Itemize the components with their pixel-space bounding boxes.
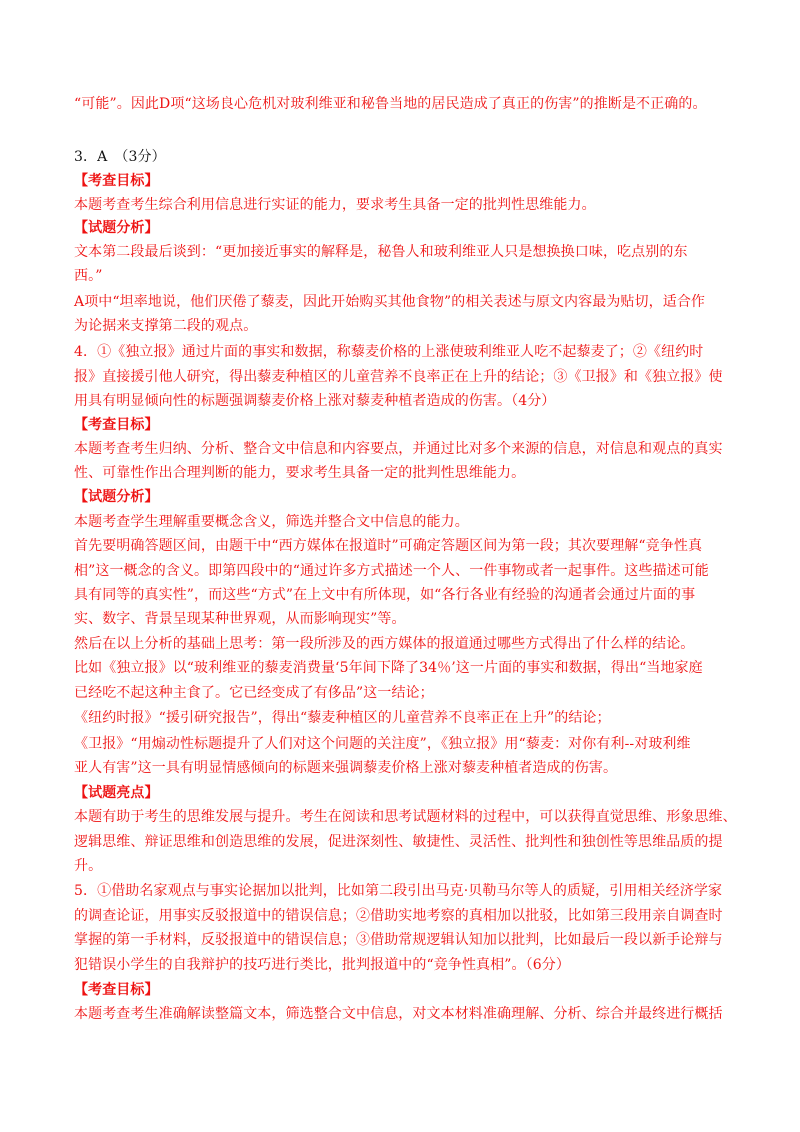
- paragraph-line: 本题考查考生综合利用信息进行实证的能力，要求考生具备一定的批判性思维能力。: [74, 197, 596, 213]
- paragraph-line: 逻辑思维、辩证思维和创造思维的发展，促进深刻性、敏捷性、灵活性、批判性和独创性等思维品质的提: [74, 834, 723, 850]
- paragraph-line: 已经吃不起这种主食了。它已经变成了有侈品”这一结论；: [74, 685, 434, 701]
- paragraph-line: 用具有明显倾向性的标题强调藜麦价格上涨对藜麦种植者造成的伤害。（4分）: [74, 393, 556, 409]
- section-heading-exam-objective: 【考查目标】: [74, 982, 159, 998]
- paragraph-line: 的调查论证，用事实反驳报道中的错误信息；②借助实地考察的真相加以批驳，比如第三段用亲自调查时: [74, 908, 723, 924]
- paragraph-line: 为论据来支撑第二段的观点。: [74, 318, 258, 334]
- paragraph-line: 升。: [74, 858, 103, 874]
- section-heading-analysis: 【试题分析】: [74, 220, 159, 236]
- section-heading-exam-objective: 【考查目标】: [74, 173, 159, 189]
- paragraph-line: 《卫报》“用煽动性标题提升了人们对这个问题的关注度”，《独立报》用“藜麦：对你有利--对玻利维: [74, 736, 691, 752]
- paragraph-line: A项中“坦率地说，他们厌倦了藜麦，因此开始购买其他食物”的相关表述与原文内容最为贴切，适合作: [74, 294, 706, 310]
- paragraph-line: 犯错误小学生的自我辩护的技巧进行类比，批判报道中的“竞争性真相”。（6分）: [74, 957, 570, 973]
- paragraph-line: 本题考查学生理解重要概念含义，筛选并整合文中信息的能力。: [74, 514, 469, 530]
- section-heading-analysis: 【试题分析】: [74, 489, 159, 505]
- paragraph-line: 西。”: [74, 268, 103, 284]
- paragraph-line: 本题有助于考生的思维发展与提升。考生在阅读和思考试题材料的过程中，可以获得直觉思维、形象思维、: [74, 809, 737, 825]
- paragraph-line: 报》直接援引他人研究，得出藜麦种植区的儿童营养不良率正在上升的结论；③《卫报》和《独立报》使: [74, 369, 723, 385]
- paragraph-line: 首先要明确答题区间，由题干中“西方媒体在报道时”可确定答题区间为第一段；其次要理解“竞争性真: [74, 538, 703, 554]
- section-heading-exam-objective: 【考查目标】: [74, 417, 159, 433]
- paragraph-line: 本题考查考生准确解读整篇文本，筛选整合文中信息，对文本材料准确理解、分析、综合并最终进行概括: [74, 1006, 723, 1022]
- paragraph-line: 实、数字、背景呈现某种世界观，从而影响现实”等。: [74, 611, 406, 627]
- paragraph-line: 亚人有害”这一具有明显情感倾向的标题来强调藜麦价格上涨对藜麦种植者造成的伤害。: [74, 760, 618, 776]
- paragraph-line: 《纽约时报》“援引研究报告”，得出“藜麦种植区的儿童营养不良率正在上升”的结论；: [74, 710, 611, 726]
- answer-number-3: 3．A （3分）: [74, 149, 166, 165]
- paragraph-line: “可能”。因此D项“这场良心危机对玻利维亚和秘鲁当地的居民造成了真正的伤害”的推断是不正确的。: [74, 96, 707, 112]
- answer-number-4: 4．①《独立报》通过片面的事实和数据，称藜麦价格的上涨使玻利维亚人吃不起藜麦了；②《纽约时: [74, 344, 704, 360]
- paragraph-line: 比如《独立报》以“玻利维亚的藜麦消费量‘5年间下降了34％’这一片面的事实和数据，得出“当地家庭: [74, 660, 703, 676]
- paragraph-line: 掌握的第一手材料，反驳报道中的错误信息；③借助常规逻辑认知加以批判，比如最后一段以新手论辩与: [74, 932, 723, 948]
- section-heading-highlight: 【试题亮点】: [74, 785, 159, 801]
- paragraph-line: 性、可靠性作出合理判断的能力，要求考生具备一定的批判性思维能力。: [74, 465, 526, 481]
- paragraph-line: 文本第二段最后谈到：“更加接近事实的解释是，秘鲁人和玻利维亚人只是想换换口味，吃点别的东: [74, 244, 688, 260]
- paragraph-line: 相”这一概念的含义。即第四段中的“通过许多方式描述一个人、一件事物或者一起事件。这些描述可能: [74, 563, 709, 579]
- paragraph-line: 然后在以上分析的基础上思考：第一段所涉及的西方媒体的报道通过哪些方式得出了什么样的结论。: [74, 636, 695, 652]
- paragraph-line: 具有同等的真实性”，而这些“方式”在上文中有所体现，如“各行各业有经验的沟通者会通过片面的事: [74, 587, 696, 603]
- paragraph-line: 本题考查考生归纳、分析、整合文中信息和内容要点，并通过比对多个来源的信息，对信息和观点的真实: [74, 441, 723, 457]
- answer-number-5: 5．①借助名家观点与事实论据加以批判，比如第二段引出马克·贝勒马尔等人的质疑，引用相关经济学家: [74, 883, 723, 899]
